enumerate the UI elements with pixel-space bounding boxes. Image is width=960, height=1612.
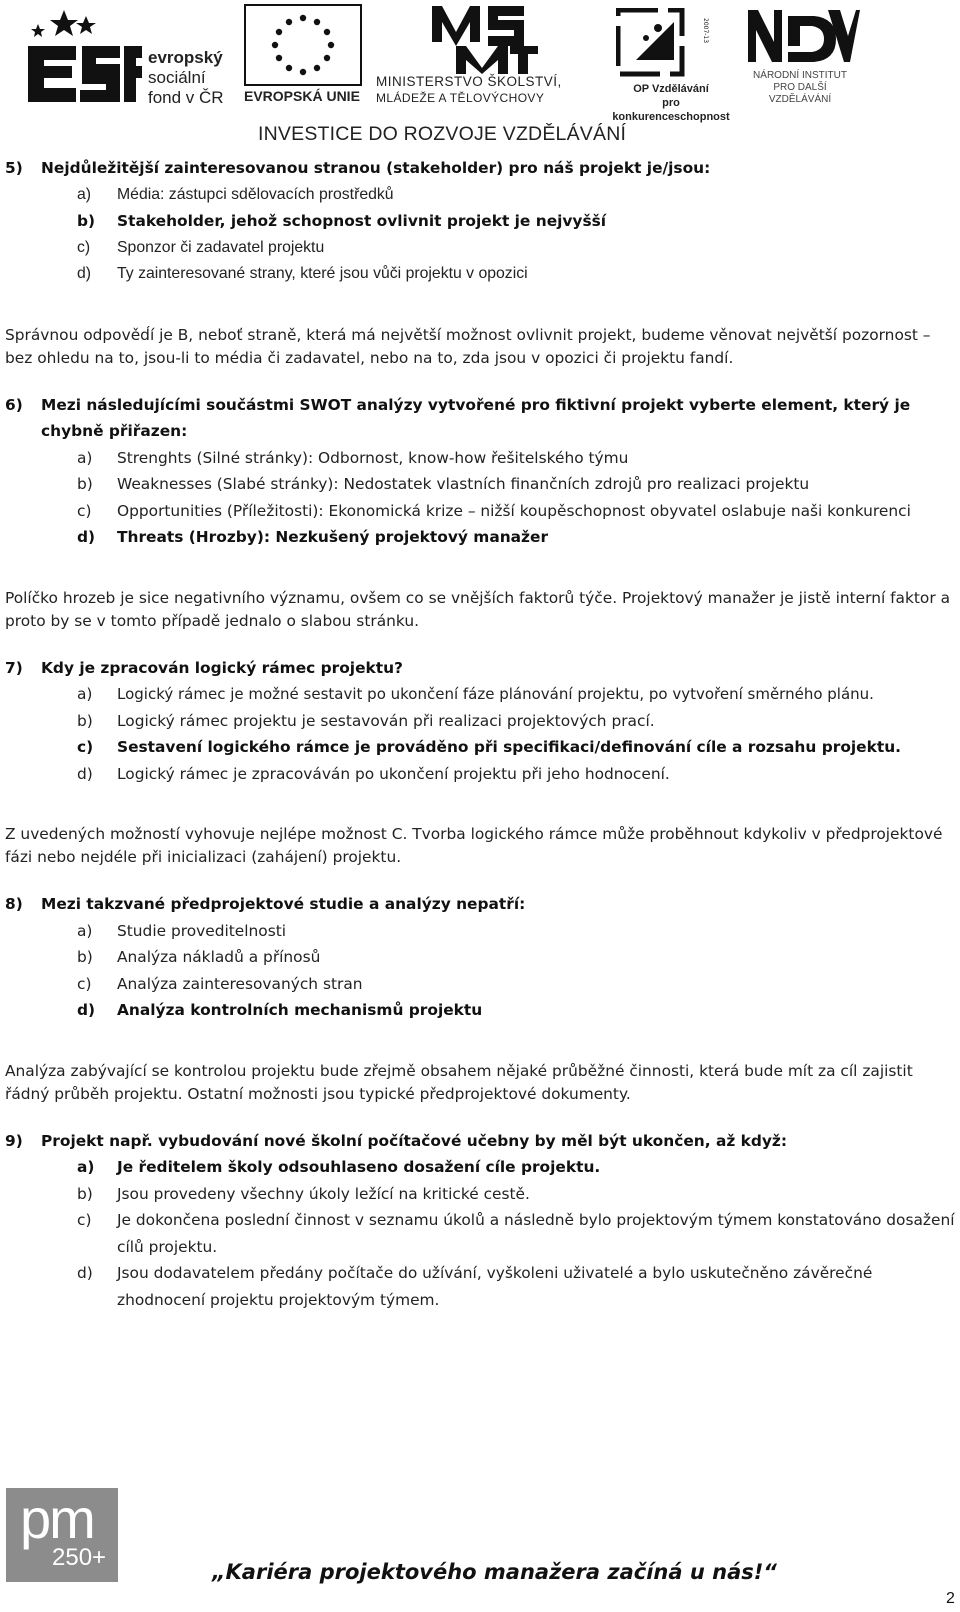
- op-logo: [596, 8, 736, 123]
- op-text: [606, 82, 736, 124]
- option-c: [5, 1207, 955, 1260]
- option-c: [5, 734, 955, 761]
- question-8: [5, 891, 955, 1106]
- page-number: 2: [946, 1590, 955, 1607]
- option-d: [5, 261, 955, 288]
- option-list: [5, 182, 955, 288]
- option-a: [5, 1154, 955, 1181]
- question-heading: [5, 655, 955, 682]
- nidv-emblem-icon: [744, 6, 860, 68]
- option-text: Analýza nákladů a přínosů: [117, 948, 321, 966]
- option-text: Sestavení logického rámce je prováděno při specifikaci/definování cíle a rozsahu projektu.: [117, 738, 901, 756]
- esf-line: sociální: [148, 68, 206, 87]
- option-text: Strenghts (Silné stránky): Odbornost, know-how řešitelského týmu: [117, 448, 629, 467]
- question-heading: [5, 155, 955, 182]
- option-letter: b): [77, 212, 96, 230]
- option-d: [5, 761, 955, 788]
- pm250-logo-number: 250+: [52, 1544, 107, 1571]
- question-5: [5, 155, 955, 370]
- option-text: Weaknesses (Slabé stránky): Nedostatek vlastních finančních zdrojů pro realizaci projektu: [117, 475, 810, 493]
- option-letter: a): [77, 448, 93, 467]
- option-letter: a): [77, 1158, 95, 1176]
- page-header: [0, 0, 960, 150]
- question-9: [5, 1128, 955, 1314]
- msmt-logo: [376, 2, 596, 106]
- option-text: Je ředitelem školy odsouhlaseno dosažení cíle projektu.: [117, 1158, 601, 1176]
- option-text: Média: zástupci sdělovacích prostředků: [117, 185, 394, 203]
- option-b: [5, 471, 955, 498]
- question-text: Kdy je zpracován logický rámec projektu?: [41, 658, 403, 677]
- question-number: 6): [5, 395, 23, 414]
- option-b: [5, 1181, 955, 1208]
- option-letter: b): [77, 948, 93, 966]
- option-a: [5, 182, 955, 209]
- option-c: [5, 498, 955, 525]
- option-letter: b): [77, 1184, 93, 1203]
- question-6: [5, 392, 955, 633]
- option-a: [5, 918, 955, 945]
- quiz-content: [5, 155, 955, 1313]
- question-text: Projekt např. vybudování nové školní počítačové učebny by měl být ukončen, až když:: [41, 1131, 788, 1150]
- question-number: 9): [5, 1131, 23, 1150]
- option-list: [5, 918, 955, 1024]
- answer-explanation: Z uvedených možností vyhovuje nejlépe možnost C. Tvorba logického rámce může proběhnout kdykoliv v předprojektové fázi nebo nejdéle při inicializaci (zahájení) projektu.: [5, 825, 943, 866]
- question-number: 5): [5, 159, 23, 177]
- question-heading: [5, 392, 955, 445]
- option-a: [5, 681, 955, 708]
- option-text: Logický rámec je zpracováván po ukončení projektu při jeho hodnocení.: [117, 764, 670, 783]
- esf-logo-icon: [24, 6, 144, 102]
- eu-logo: [244, 4, 368, 108]
- option-letter: d): [77, 1264, 93, 1282]
- footer-slogan: „Kariéra projektového manažera začíná u nás!“: [212, 1560, 777, 1584]
- option-d: [5, 1260, 955, 1313]
- option-text: Threats (Hrozby): Nezkušený projektový manažer: [117, 528, 549, 546]
- msmt-line: MLÁDEŽE A TĚLOVÝCHOVY: [376, 91, 545, 105]
- eu-flag-icon: [244, 4, 362, 86]
- option-letter: a): [77, 685, 93, 703]
- option-text: Logický rámec projektu je sestavován při realizaci projektových prací.: [117, 711, 655, 730]
- svg-text:2007-13: 2007-13: [702, 18, 709, 44]
- option-text: Studie proveditelnosti: [117, 921, 287, 940]
- investice-banner: INVESTICE DO ROZVOJE VZDĚLÁVÁNÍ: [258, 123, 627, 145]
- option-c: [5, 971, 955, 998]
- option-b: [5, 944, 955, 971]
- question-7: [5, 655, 955, 870]
- msmt-text: [376, 74, 562, 106]
- option-text: Stakeholder, jehož schopnost ovlivnit projekt je nejvyšší: [117, 212, 607, 230]
- eu-label: EVROPSKÁ UNIE: [244, 88, 360, 104]
- esf-logo: [24, 6, 254, 106]
- nidv-line: PRO DALŠÍ: [773, 82, 827, 93]
- option-text: Analýza kontrolních mechanismů projektu: [117, 1001, 483, 1019]
- op-line: OP Vzdělávání: [633, 83, 709, 95]
- question-text: Nejdůležitější zainteresovanou stranou (stakeholder) pro náš projekt je/jsou:: [41, 159, 711, 177]
- option-text: Jsou dodavatelem předány počítače do užívání, vyškoleni uživatelé a bylo uskutečněno závěrečné zhodnocení projektu projektovým týmem.: [117, 1264, 873, 1309]
- option-letter: a): [77, 921, 93, 940]
- option-d: [5, 524, 955, 551]
- op-line: pro konkurenceschopnost: [612, 97, 730, 123]
- esf-text: [148, 48, 224, 108]
- nidv-line: NÁRODNÍ INSTITUT: [753, 70, 847, 81]
- question-text: Mezi následujícími součástmi SWOT analýzy vytvořené pro fiktivní projekt vyberte element, který je chybně přiřazen:: [41, 395, 911, 440]
- option-letter: d): [77, 528, 96, 546]
- option-letter: d): [77, 1001, 96, 1019]
- option-b: [5, 708, 955, 735]
- esf-line: evropský: [148, 48, 223, 67]
- question-number: 8): [5, 895, 23, 913]
- option-letter: c): [77, 738, 94, 756]
- option-list: [5, 1154, 955, 1313]
- option-letter: d): [77, 265, 92, 282]
- option-letter: c): [77, 1211, 92, 1229]
- answer-explanation: Správnou odpověd́í je B, neboť straně, která má největší možnost ovlivnit projekt, budeme věnovat největší pozornost – bez ohledu na to, jsou-li to média či zadavatel, nebo na to, zda jsou v opozici či projektu fandí.: [5, 325, 931, 367]
- msmt-line: MINISTERSTVO ŠKOLSTVÍ,: [376, 74, 562, 89]
- question-heading: [5, 1128, 955, 1155]
- option-letter: c): [77, 238, 91, 256]
- option-letter: b): [77, 475, 93, 493]
- answer-explanation: Analýza zabývající se kontrolou projektu bude zřejmě obsahem nějaké průběžné činnosti, která bude mít za cíl zajistit řádný průběh projektu. Ostatní možnosti jsou typické předprojektové dokumenty.: [5, 1061, 913, 1103]
- question-heading: [5, 891, 955, 918]
- option-d: [5, 997, 955, 1024]
- option-text: Analýza zainteresovaných stran: [117, 974, 363, 993]
- option-text: Logický rámec je možné sestavit po ukončení fáze plánování projektu, po vytvoření směrného plánu.: [117, 685, 874, 703]
- op-emblem-icon: [616, 8, 726, 78]
- nidv-logo: [744, 6, 864, 110]
- option-text: Opportunities (Příležitosti): Ekonomická krize – nižší koupěschopnost obyvatel oslabuje naši konkurenci: [117, 501, 911, 520]
- option-text: Je dokončena poslední činnost v seznamu úkolů a následně bylo projektovým týmem konstatováno dosažení cílů projektu.: [117, 1211, 955, 1256]
- nidv-line: VZDĚLÁVÁNÍ: [768, 94, 832, 105]
- option-c: [5, 235, 955, 262]
- option-text: Sponzor či zadavatel projektu: [117, 238, 325, 256]
- msmt-emblem-icon: [426, 2, 546, 74]
- question-number: 7): [5, 658, 23, 677]
- option-letter: c): [77, 974, 92, 993]
- esf-line: fond v ČR: [148, 88, 224, 107]
- option-b: [5, 208, 955, 235]
- option-letter: c): [77, 501, 92, 520]
- pm250-logo: [6, 1488, 118, 1582]
- option-list: [5, 445, 955, 551]
- option-letter: a): [77, 185, 92, 203]
- option-letter: b): [77, 711, 93, 730]
- pm250-logo-pm: pm: [20, 1487, 94, 1550]
- question-text: Mezi takzvané předprojektové studie a analýzy nepatří:: [41, 895, 526, 913]
- option-text: Jsou provedeny všechny úkoly ležící na kritické cestě.: [117, 1184, 530, 1203]
- option-a: [5, 445, 955, 472]
- option-text: Ty zainteresované strany, které jsou vůči projektu v opozici: [117, 265, 528, 282]
- answer-explanation: Políčko hrozeb je sice negativního významu, ovšem co se vnějších faktorů týče. Projektový manažer je jistě interní faktor a proto by se v tomto případě jednalo o slabou stránku.: [5, 588, 950, 630]
- option-letter: d): [77, 764, 93, 783]
- nidv-text: [744, 70, 856, 106]
- option-list: [5, 681, 955, 787]
